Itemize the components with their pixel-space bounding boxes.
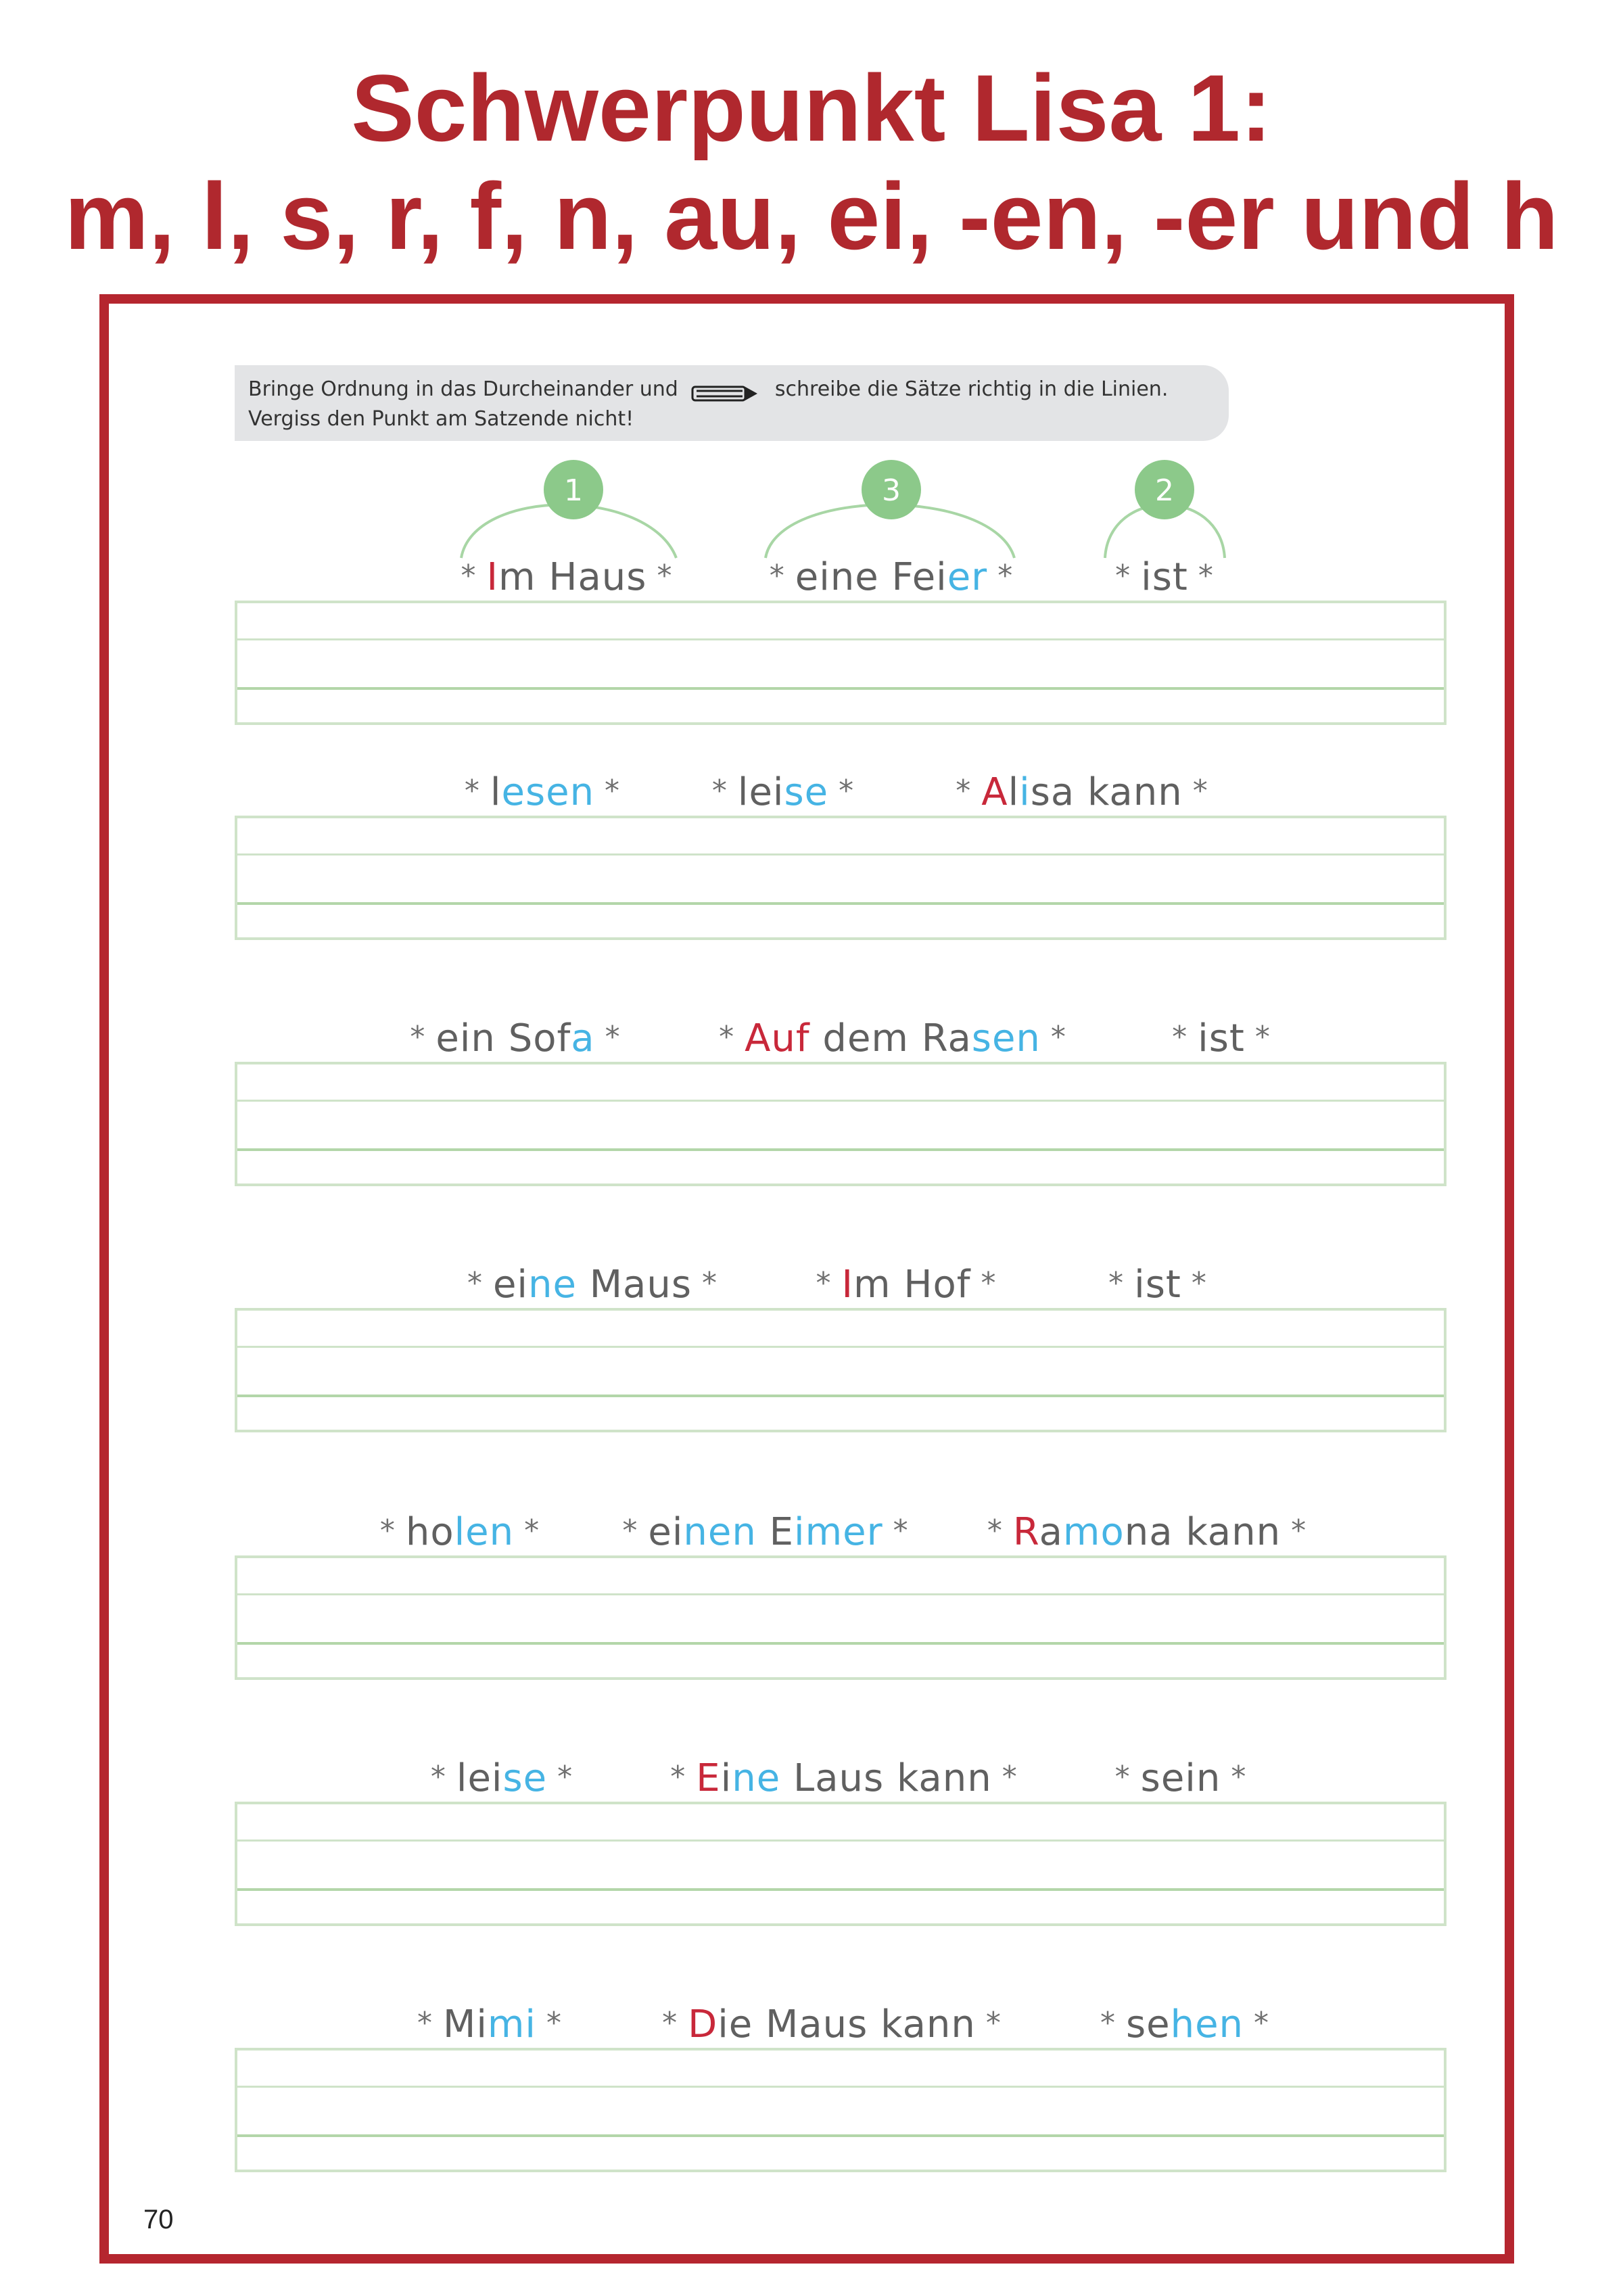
word-segment: Mi xyxy=(443,2002,488,2046)
word-token xyxy=(662,1996,1002,2051)
instruction-text-line-2: Vergiss den Punkt am Satzende nicht! xyxy=(248,407,634,431)
word-segment: ne xyxy=(527,1263,577,1307)
word-segment: sa kann xyxy=(1030,770,1183,814)
word-segment: se xyxy=(784,770,829,814)
word-segment: se xyxy=(1125,2002,1171,2046)
star-mark: * xyxy=(1115,559,1142,593)
writing-lines[interactable] xyxy=(235,1802,1446,1926)
instruction-box xyxy=(235,365,1229,441)
star-mark: * xyxy=(1181,1266,1207,1301)
word-segment: er xyxy=(947,555,988,599)
star-mark: * xyxy=(430,1760,456,1794)
base-line xyxy=(237,687,1444,690)
word-segment: R xyxy=(1012,1510,1039,1554)
star-mark: * xyxy=(1187,559,1214,593)
word-token xyxy=(1100,1996,1269,2051)
word-token xyxy=(467,1257,718,1311)
star-mark: * xyxy=(1172,1020,1198,1054)
word-group-row xyxy=(0,1996,1623,2051)
word-segment: dem Ra xyxy=(809,1016,972,1060)
word-segment: lei xyxy=(737,770,784,814)
word-segment: len xyxy=(454,1510,515,1554)
word-segment: m Haus xyxy=(498,555,647,599)
word-segment: Maus xyxy=(576,1263,692,1307)
star-mark: * xyxy=(991,1760,1018,1794)
star-mark: * xyxy=(646,559,673,593)
word-segment: se xyxy=(502,1756,548,1800)
word-token xyxy=(956,764,1208,818)
star-mark: * xyxy=(769,559,795,593)
word-segment: E xyxy=(756,1510,795,1554)
word-group-row xyxy=(0,1010,1623,1064)
guide-line xyxy=(237,2086,1444,2088)
star-mark: * xyxy=(975,2006,1002,2040)
writing-lines[interactable] xyxy=(235,1308,1446,1432)
star-mark: * xyxy=(1244,1020,1271,1054)
word-segment: nen xyxy=(683,1510,757,1554)
star-mark: * xyxy=(692,1266,718,1301)
word-segment: ist xyxy=(1141,555,1188,599)
word-segment: Auf xyxy=(745,1016,810,1060)
star-mark: * xyxy=(1114,1760,1141,1794)
word-segment: Laus kann xyxy=(780,1756,992,1800)
instruction-text-part-1: Bringe Ordnung in das Durcheinander und xyxy=(248,377,678,401)
word-segment: i xyxy=(720,1756,732,1800)
word-segment: D xyxy=(688,2002,718,2046)
number-badge-3 xyxy=(1135,460,1194,519)
star-mark: * xyxy=(594,774,621,808)
guide-line xyxy=(237,853,1444,856)
star-mark: * xyxy=(514,1514,540,1548)
word-group-row xyxy=(0,549,1623,603)
word-segment: eine Fei xyxy=(795,555,947,599)
guide-line xyxy=(237,638,1444,640)
star-mark: * xyxy=(670,1760,697,1794)
page-title-line-2: m, l, s, r, f, n, au, ei, -en, -er und h xyxy=(64,163,1559,269)
word-token xyxy=(670,1750,1017,1804)
star-mark: * xyxy=(987,559,1014,593)
word-segment: esen xyxy=(501,770,595,814)
star-mark: * xyxy=(547,1760,573,1794)
base-line xyxy=(237,1148,1444,1151)
word-token xyxy=(1108,1257,1207,1311)
word-token xyxy=(770,549,1013,603)
star-mark: * xyxy=(410,1020,436,1054)
writing-lines[interactable] xyxy=(235,816,1446,940)
writing-lines[interactable] xyxy=(235,1555,1446,1680)
word-token xyxy=(1172,1010,1271,1064)
guide-line xyxy=(237,1346,1444,1348)
guide-line xyxy=(237,1840,1444,1842)
word-token xyxy=(461,549,673,603)
guide-line xyxy=(237,1593,1444,1595)
word-segment: a xyxy=(571,1016,595,1060)
word-segment: i xyxy=(1019,770,1031,814)
star-mark: * xyxy=(417,2006,444,2040)
star-mark: * xyxy=(1182,774,1208,808)
word-segment: ho xyxy=(405,1510,454,1554)
star-mark: * xyxy=(461,559,487,593)
star-mark: * xyxy=(622,1514,649,1548)
base-line xyxy=(237,1888,1444,1891)
star-mark: * xyxy=(536,2006,562,2040)
word-segment: A xyxy=(981,770,1008,814)
word-token xyxy=(719,1010,1066,1064)
writing-lines[interactable] xyxy=(235,1062,1446,1186)
word-group-row xyxy=(0,1504,1623,1558)
word-token xyxy=(410,1010,620,1064)
word-segment: E xyxy=(696,1756,721,1800)
word-segment: m Hof xyxy=(853,1263,971,1307)
word-group-row xyxy=(0,1257,1623,1311)
star-mark: * xyxy=(1100,2006,1126,2040)
base-line xyxy=(237,1642,1444,1645)
word-segment: a xyxy=(1039,1510,1063,1554)
word-segment: hen xyxy=(1170,2002,1244,2046)
star-mark: * xyxy=(956,774,982,808)
word-segment: na kann xyxy=(1124,1510,1281,1554)
instruction-text-part-2: schreibe die Sätze richtig in die Linien. xyxy=(774,377,1169,401)
star-mark: * xyxy=(379,1514,406,1548)
word-segment: ei xyxy=(648,1510,684,1554)
star-mark: * xyxy=(594,1020,621,1054)
star-mark: * xyxy=(1244,2006,1270,2040)
writing-lines[interactable] xyxy=(235,601,1446,725)
word-token xyxy=(417,1996,562,2051)
star-mark: * xyxy=(1040,1020,1066,1054)
base-line xyxy=(237,902,1444,905)
word-segment: imer xyxy=(794,1510,883,1554)
word-segment: mi xyxy=(487,2002,536,2046)
word-segment: ei xyxy=(492,1263,528,1307)
base-line xyxy=(237,2134,1444,2137)
writing-lines[interactable] xyxy=(235,2048,1446,2172)
star-mark: * xyxy=(883,1514,909,1548)
word-token xyxy=(1115,1750,1247,1804)
number-badge-1 xyxy=(544,460,603,519)
star-mark: * xyxy=(1281,1514,1307,1548)
word-segment: ein Sof xyxy=(436,1016,571,1060)
star-mark: * xyxy=(464,774,490,808)
word-token xyxy=(712,764,854,818)
word-token xyxy=(465,764,620,818)
star-mark: * xyxy=(467,1266,493,1301)
star-mark: * xyxy=(1221,1760,1247,1794)
number-badge-2-label: 3 xyxy=(882,473,901,508)
word-segment: sen xyxy=(971,1016,1041,1060)
page-title-line-1: Schwerpunkt Lisa 1: xyxy=(351,55,1272,161)
word-segment: l xyxy=(490,770,502,814)
word-group-row xyxy=(0,1750,1623,1804)
base-line xyxy=(237,1395,1444,1397)
star-mark: * xyxy=(987,1514,1013,1548)
word-segment: l xyxy=(1008,770,1020,814)
star-mark: * xyxy=(970,1266,997,1301)
guide-line xyxy=(237,1100,1444,1102)
word-segment: ist xyxy=(1198,1016,1245,1060)
word-token xyxy=(987,1504,1307,1558)
word-segment: lei xyxy=(456,1756,503,1800)
star-mark: * xyxy=(1108,1266,1135,1301)
word-segment: mo xyxy=(1062,1510,1125,1554)
word-segment: ne xyxy=(732,1756,781,1800)
pencil-icon xyxy=(691,381,759,399)
word-segment: sein xyxy=(1140,1756,1221,1800)
star-mark: * xyxy=(662,2006,688,2040)
word-segment: I xyxy=(486,555,499,599)
word-group-row xyxy=(0,764,1623,818)
word-segment: ie Maus kann xyxy=(718,2002,976,2046)
word-token xyxy=(431,1750,573,1804)
number-badge-2 xyxy=(862,460,921,519)
number-badge-1-label: 1 xyxy=(564,473,583,508)
star-mark: * xyxy=(816,1266,842,1301)
word-token xyxy=(622,1504,908,1558)
word-token xyxy=(816,1257,997,1311)
word-token xyxy=(1115,549,1214,603)
word-segment: ist xyxy=(1134,1263,1181,1307)
page-number: 70 xyxy=(143,2205,174,2234)
number-badge-3-label: 2 xyxy=(1155,473,1174,508)
word-segment: I xyxy=(841,1263,854,1307)
word-token xyxy=(380,1504,540,1558)
star-mark: * xyxy=(828,774,855,808)
star-mark: * xyxy=(719,1020,745,1054)
star-mark: * xyxy=(711,774,738,808)
